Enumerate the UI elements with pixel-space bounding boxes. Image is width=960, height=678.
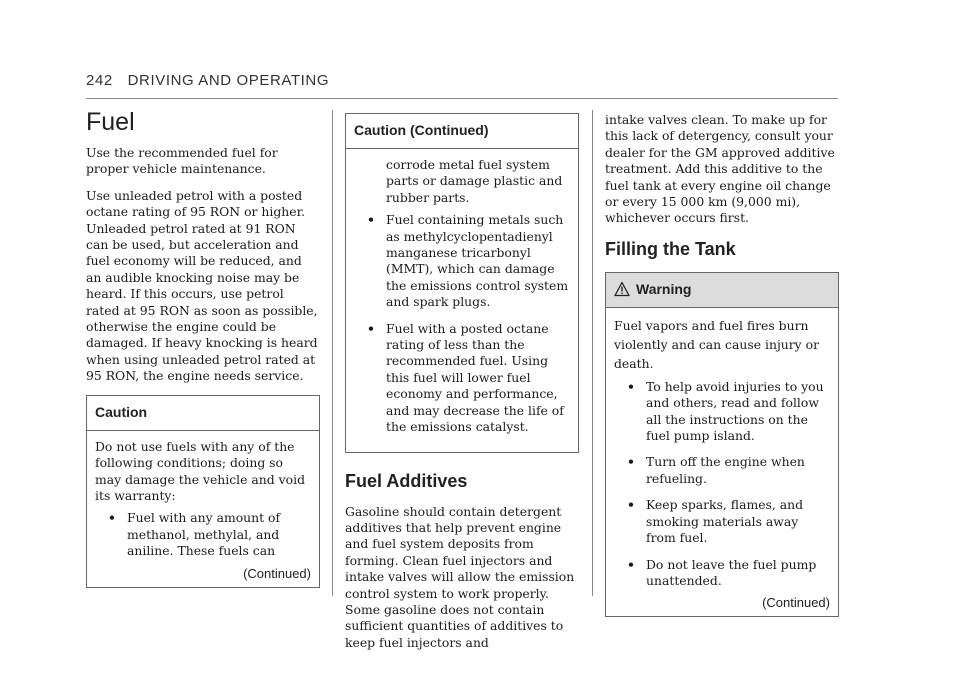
caution-title: Caution (87, 396, 319, 431)
bullet-dot: • (108, 510, 116, 526)
warning-box (605, 272, 839, 617)
caution-intro: Do not use fuels with any of the following conditions; doing so may damage the vehicle and void its warranty: (95, 438, 306, 503)
filling-tank-heading: Filling the Tank (605, 238, 736, 259)
column-divider-2 (592, 110, 593, 596)
bullet-text: Keep sparks, flames, and smoking materials away from fuel. (646, 497, 804, 546)
warning-bullet (614, 497, 830, 546)
bullet-text: Do not leave the fuel pump unattended. (646, 556, 817, 588)
caution-continued-text: corrode metal fuel system parts or damage plastic and rubber parts. (386, 157, 563, 205)
page-header (86, 72, 838, 89)
bullet-dot: • (627, 378, 635, 394)
column-1 (86, 108, 320, 588)
bullet-text: To help avoid injuries to you and others, read and follow all the instructions on the fuel pump island. (646, 378, 824, 444)
warning-bullet (614, 454, 830, 487)
bullet-dot: • (367, 212, 375, 228)
continued-label: (Continued) (762, 595, 830, 611)
fuel-para-1: Use the recommended fuel for proper vehicle maintenance. (86, 145, 278, 177)
bullet-text: Fuel with a posted octane rating of less than the recommended fuel. Using this fuel will lower fuel economy and performance, and may decrease the life of the emissions catalyst. (386, 320, 564, 435)
continued-label: (Continued) (243, 565, 311, 581)
warning-intro: Fuel vapors and fuel fires burn violently and can cause injury or death. (614, 317, 820, 371)
caution-bullet (354, 212, 570, 310)
header-divider (86, 98, 838, 99)
warning-header (606, 273, 838, 308)
bullet-text: Turn off the engine when refueling. (646, 454, 805, 486)
caution-bullet (95, 510, 311, 559)
warning-triangle-icon (614, 281, 630, 297)
bullet-dot: • (627, 454, 635, 470)
bullet-dot: • (627, 497, 635, 513)
warning-body (606, 308, 838, 616)
column-divider-1 (332, 110, 333, 596)
warning-title: Warning (636, 280, 692, 297)
caution-box (86, 395, 320, 588)
column-3 (605, 108, 839, 617)
caution-body (87, 431, 319, 587)
fuel-para-2: Use unleaded petrol with a posted octane rating of 95 RON or higher. Unleaded petrol rated at 91 RON can be used, but acceleration and fuel economy will be reduced, and an audible knocking noise may be heard. If this occurs, use petrol rated at 95 RON as soon as possible, otherwise the engine could be damaged. If heavy knocking is heard when using unleaded petrol rated at 95 RON, the engine needs service. (86, 187, 318, 384)
warning-bullet (614, 379, 830, 445)
bullet-text: Fuel with any amount of methanol, methylal, and aniline. These fuels can (127, 510, 281, 559)
fuel-heading: Fuel (86, 108, 135, 136)
column-2 (345, 108, 579, 661)
bullet-text: Fuel containing metals such as methylcyclopentadienyl manganese tricarbonyl (MMT), which can damage the emissions control system and spark plugs. (386, 212, 569, 310)
fuel-additives-heading: Fuel Additives (345, 470, 468, 491)
page-number: 242 (86, 72, 113, 89)
warning-bullet (614, 557, 830, 590)
additives-para-cont: intake valves clean. To make up for this lack of detergency, consult your dealer for the GM approved additive treatment. Add this additive to the fuel tank at every engine oil change or every 15 000 km (9,000 mi), whichever occurs first. (605, 112, 835, 226)
fuel-additives-para: Gasoline should contain detergent additives that help prevent engine and fuel system deposits from forming. Clean fuel injectors and intake valves will allow the emission control system to work properly. Some gasoline does not contain sufficient quantities of additives to keep fuel injectors and (345, 503, 575, 650)
bullet-dot: • (627, 556, 635, 572)
section-title: DRIVING AND OPERATING (127, 72, 330, 89)
caution-continued-body (346, 149, 578, 452)
bullet-dot: • (367, 320, 375, 336)
caution-bullet (354, 321, 570, 436)
caution-continued-box (345, 113, 579, 453)
caution-continued-title: Caution (Continued) (346, 114, 578, 149)
